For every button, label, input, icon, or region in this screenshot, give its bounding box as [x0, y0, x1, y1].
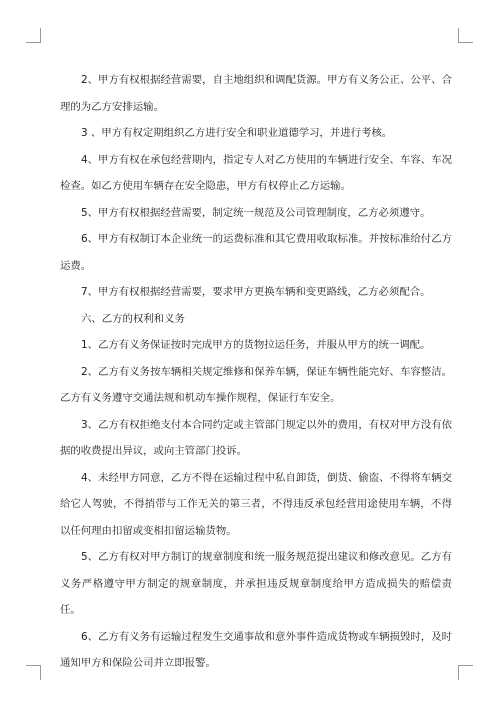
paragraph-party-b-1: 1、乙方有义务保证按时完成甲方的货物拉运任务，并服从甲方的统一调配。	[81, 339, 431, 351]
paragraph-party-b-4: 4、未经甲方同意，乙方不得在运输过程中私自卸货，倒货、偷盗、不得将车辆交给它人驾驶，不得捎带与工作无关的第三者，不得违反承包经营用途使用车辆，不得以任何理由扣留或变相扣留运输货物。	[60, 471, 452, 537]
paragraph-party-a-right-3: 3 、甲方有权定期组织乙方进行安全和职业道德学习，并进行考核。	[81, 127, 393, 139]
paragraph-party-b-2: 2、乙方有义务按车辆相关规定维修和保养车辆，保证车辆性能完好、车容整洁。乙方有义务遵守交通法规和机动车操作规程，保证行车安全。	[60, 365, 452, 404]
paragraph-party-b-3: 3、乙方有权拒绝支付本合同约定或主管部门规定以外的费用，有权对甲方没有依据的收费提出异议，或向主管部门投诉。	[60, 418, 452, 457]
section-heading-party-b: 六、乙方的权利和义务	[81, 312, 185, 325]
paragraph-party-a-right-4: 4、甲方有权在承包经营期内，指定专人对乙方使用的车辆进行安全、车容、车况检查。如乙方使用车辆存在安全隐患，甲方有权停止乙方运输。	[60, 153, 452, 192]
crop-mark-top-right	[458, 28, 473, 43]
crop-mark-bottom-right	[458, 665, 473, 680]
crop-mark-bottom-left	[26, 665, 41, 680]
paragraph-party-b-6: 6、乙方有义务有运输过程发生交通事故和意外事件造成货物或车辆损毁时，及时通知甲方和保险公司并立即报警。	[60, 630, 452, 669]
crop-mark-top-left	[26, 28, 41, 43]
paragraph-party-a-right-5: 5、甲方有权根据经营需要，制定统一规范及公司管理制度，乙方必须遵守。	[81, 206, 431, 219]
paragraph-party-a-right-2: 2、甲方有权根据经营需要，自主地组织和调配货源。甲方有义务公正、公平、合理的为乙方安排运输。	[60, 74, 452, 113]
paragraph-party-b-5: 5、乙方有权对甲方制订的规章制度和统一服务规范提出建议和修改意见。乙方有义务严格遵守甲方制定的规章制度，并承担违反规章制度给甲方造成损失的赔偿责任。	[60, 551, 452, 616]
paragraph-party-a-right-7: 7、甲方有权根据经营需要，要求甲方更换车辆和变更路线，乙方必须配合。	[81, 286, 431, 298]
document-body	[60, 67, 452, 677]
paragraph-party-a-right-6: 6、甲方有权制订本企业统一的运费标准和其它费用收取标准。并按标准给付乙方运费。	[60, 233, 452, 272]
